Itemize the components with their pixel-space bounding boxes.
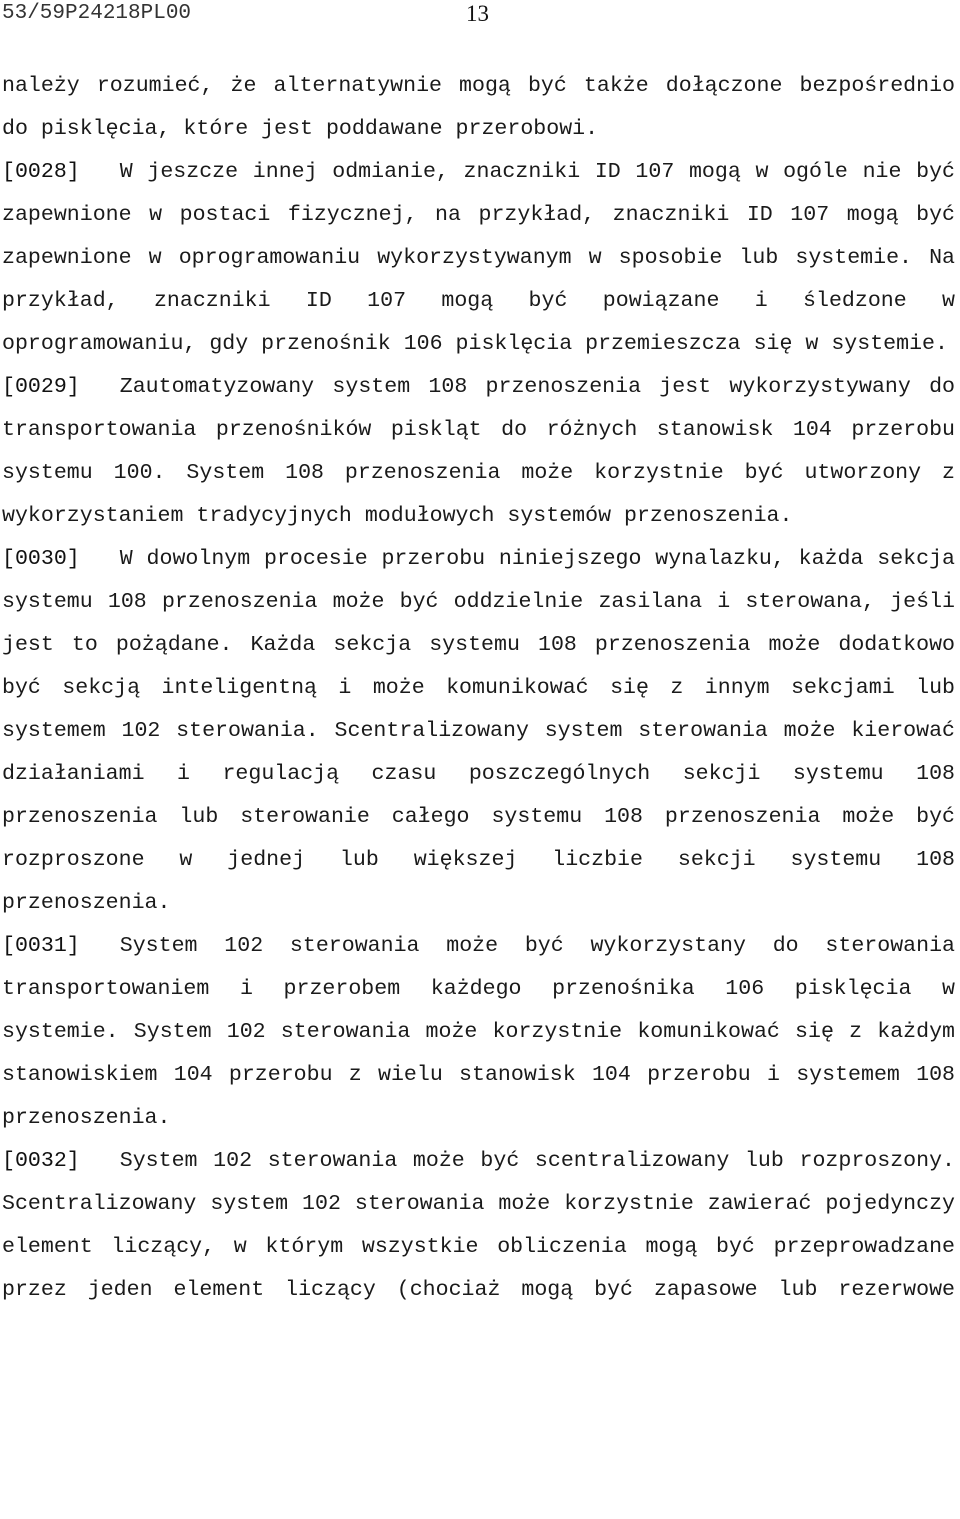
page-number: 13 <box>466 1 489 26</box>
paragraph-number: [0029] <box>2 375 80 399</box>
document-id: 53/59P24218PL00 <box>2 2 192 25</box>
paragraph-0030 <box>2 538 955 925</box>
paragraph-number: [0031] <box>2 934 80 958</box>
paragraph-0031 <box>2 925 955 1140</box>
paragraph-text: Zautomatyzowany system 108 przenoszenia jest wykorzystywany do transportowania przenośników piskląt do różnych stanowisk 104 przerobu systemu 100. System 108 przenoszenia może korzystnie być utworzony z wykorzystaniem tradycyjnych modułowych systemów przenoszenia. <box>2 375 955 528</box>
paragraph-0028 <box>2 151 955 366</box>
paragraph-text: należy rozumieć, że alternatywnie mogą być także dołączone bezpośrednio do pisklęcia, które jest poddawane przerobowi. <box>2 74 955 141</box>
paragraph-text: W jeszcze innej odmianie, znaczniki ID 107 mogą w ogóle nie być zapewnione w postaci fizycznej, na przykład, znaczniki ID 107 mogą być zapewnione w oprogramowaniu wykorzystywanym w sposobie lub systemie. Na przykład, znaczniki ID 107 mogą być powiązane i śledzone w oprogramowaniu, gdy przenośnik 106 pisklęcia przemieszcza się w systemie. <box>2 160 955 356</box>
paragraph-continuation <box>2 65 955 151</box>
document-body <box>2 65 955 1312</box>
paragraph-text: System 102 sterowania może być scentralizowany lub rozproszony. Scentralizowany system 102 sterowania może korzystnie zawierać pojedynczy element liczący, w którym wszystkie obliczenia mogą być przeprowadzane przez jeden element liczący (chociaż mogą być zapasowe lub rezerwowe <box>2 1149 955 1302</box>
paragraph-0029 <box>2 366 955 538</box>
paragraph-text: W dowolnym procesie przerobu niniejszego wynalazku, każda sekcja systemu 108 przenoszenia może być oddzielnie zasilana i sterowana, jeśli jest to pożądane. Każda sekcja systemu 108 przenoszenia może dodatkowo być sekcją inteligentną i może komunikować się z innym sekcjami lub systemem 102 sterowania. Scentralizowany system sterowania może kierować działaniami i regulacją czasu poszczególnych sekcji systemu 108 przenoszenia lub sterowanie całego systemu 108 przenoszenia może być rozproszone w jednej lub większej liczbie sekcji systemu 108 przenoszenia. <box>2 547 955 915</box>
paragraph-number: [0028] <box>2 160 80 184</box>
paragraph-text: System 102 sterowania może być wykorzystany do sterowania transportowaniem i przerobem każdego przenośnika 106 pisklęcia w systemie. System 102 sterowania może korzystnie komunikować się z każdym stanowiskiem 104 przerobu z wielu stanowisk 104 przerobu i systemem 108 przenoszenia. <box>2 934 955 1130</box>
page-header <box>0 0 960 30</box>
paragraph-0032 <box>2 1140 955 1312</box>
paragraph-number: [0030] <box>2 547 80 571</box>
paragraph-number: [0032] <box>2 1149 80 1173</box>
